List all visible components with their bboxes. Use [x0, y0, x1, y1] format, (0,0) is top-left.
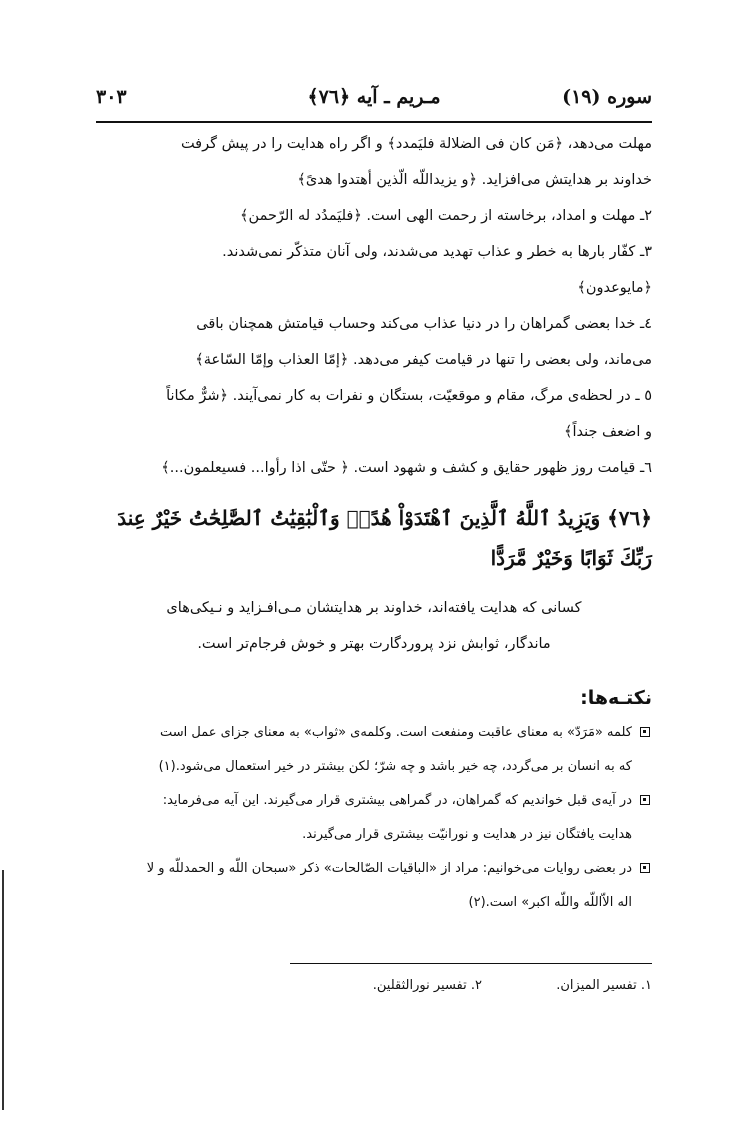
verse-line: ﴿٧٦﴾ وَيَزِيدُ ٱللَّهُ ٱلَّذِينَ ٱهْتَدَوْاْ هُدًىۗ وَٱلْبَٰقِيَٰتُ ٱلصَّٰلِحَٰتُ خَيْرٌ عِندَ	[117, 506, 652, 530]
note-item	[96, 852, 652, 920]
note-item	[96, 716, 652, 784]
body-line: ٦ـ قیامت روز ظهور حقایق و کشف و شهود است. ﴿ حتّى اذا رأوا... فسيعلمون...﴾	[161, 460, 652, 476]
page-body	[96, 126, 652, 920]
body-line: ﴿مايوعدون﴾	[577, 280, 652, 296]
note-line: کلمه «مَرَدّ» به معنای عاقبت ومنفعت است. وکلمه‌ی «ثواب» به معنای جزای عمل است	[160, 725, 632, 740]
note-line: اله الاّاللّه واللّه اكبر» است.(۲)	[468, 895, 632, 910]
body-line: ۲ـ مهلت و امداد، برخاسته از رحمت الهی است. ﴿فليَمدُد له الرّحمن﴾	[240, 208, 652, 224]
body-line: ٤ـ خدا بعضی گمراهان را در دنیا عذاب می‌کند وحساب قیامتش همچنان باقی	[196, 316, 652, 332]
note-line: هدایت یافتگان نیز در هدایت و نورانیّت بیشتری قرار می‌گیرند.	[302, 827, 632, 842]
page-number: ٣٠٣	[96, 86, 127, 108]
body-line: مهلت می‌دهد، ﴿مَن كان فى الضلالة فليَمدد﴾ و اگر راه هدایت را در پیش گرفت	[180, 136, 652, 152]
body-line: و اضعف جنداً﴾	[563, 424, 652, 440]
translation-line: ماندگار، ثوابش نزد پروردگارت بهتر و خوش فرجام‌تر است.	[197, 636, 551, 652]
footnotes	[330, 978, 652, 1008]
body-line: می‌ماند، ولی بعضی را تنها در قیامت کیفر می‌دهد. ﴿إمّا العذاب وإمّا السّاعة﴾	[195, 352, 652, 368]
verse-translation	[96, 590, 652, 662]
scan-edge-mark	[2, 870, 4, 1110]
body-line: خداوند بر هدایتش می‌افزاید. ﴿و يزيداللّه الّذين أهتدوا هدىً﴾	[297, 172, 652, 188]
footnote-1: ١. تفسیر المیزان.	[556, 978, 652, 993]
note-line: که به انسان بر می‌گردد، چه خیر باشد و چه شرّ؛ لکن بیشتر در خیر استعمال می‌شود.(۱)	[158, 759, 632, 774]
footnote-2: ٢. تفسیر نورالثقلین.	[372, 978, 482, 993]
body-line: ۳ـ کفّار بارها به خطر و عذاب تهدید می‌شدند، ولی آنان متذکّر نمی‌شدند.	[222, 244, 652, 260]
notes-heading: نکتـه‌ها:	[580, 687, 652, 709]
note-item	[96, 784, 652, 852]
page-header	[96, 86, 652, 120]
square-bullet-icon	[640, 795, 650, 805]
surah-label: سوره (١٩)	[562, 86, 652, 108]
verse-line: رَبِّكَ ثَوَابًا وَخَيْرٌ مَّرَدًّا	[490, 546, 652, 570]
square-bullet-icon	[640, 863, 650, 873]
body-line: ٥ ـ در لحظه‌ی مرگ، مقام و موقعیّت، بستگان و نفرات به کار نمی‌آیند. ﴿شرٌّ مكاناً	[166, 388, 652, 404]
footnote-rule	[290, 963, 652, 964]
header-title: مـریم ـ آیه ﴿٧٦﴾	[307, 86, 441, 108]
header-rule	[96, 121, 652, 123]
note-line: در آیه‌ی قبل خواندیم که گمراهان، در گمراهی بیشتری قرار می‌گیرند. این آیه می‌فرماید:	[162, 793, 632, 808]
translation-line: کسانی که هدایت یافته‌اند، خداوند بر هدایتشان مـی‌افـزاید و نـیکی‌های	[166, 600, 582, 616]
quran-verse	[96, 498, 652, 578]
note-line: در بعضی روایات می‌خوانیم: مراد از «الباقيات الصّالحات» ذکر «سبحان اللّه و الحمدللّه و لا	[146, 861, 632, 876]
square-bullet-icon	[640, 727, 650, 737]
